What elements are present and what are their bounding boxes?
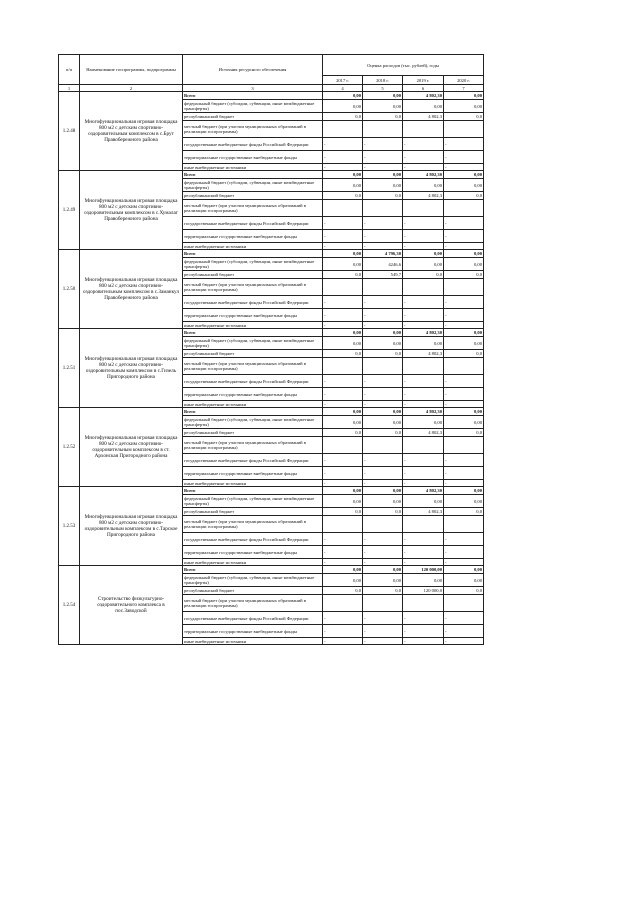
table-row [59, 566, 484, 574]
source-label: республиканский бюджет [183, 192, 323, 200]
value-cell: 0,00 [363, 487, 403, 495]
value-cell: 0,00 [403, 100, 444, 113]
source-label: республиканский бюджет [183, 350, 323, 358]
value-cell: - [323, 454, 363, 467]
value-cell: 0,00 [323, 566, 363, 574]
value-cell: - [444, 243, 484, 250]
item-number: 1.2.48 [59, 92, 80, 171]
value-cell [323, 279, 363, 296]
value-cell: - [323, 296, 363, 309]
source-label: местный бюджет (при участии муниципальных образований в реализации госпрограммы) [183, 595, 323, 612]
source-label: Всего [183, 566, 323, 574]
value-cell: - [323, 559, 363, 566]
value-cell: - [444, 559, 484, 566]
value-cell: 0,00 [444, 179, 484, 192]
value-cell [403, 279, 444, 296]
value-cell [363, 595, 403, 612]
value-cell [444, 200, 484, 217]
header-index: 7 [444, 85, 484, 92]
header-index: 6 [403, 85, 444, 92]
source-label: территориальные государственные внебюджетные фонды [183, 151, 323, 164]
value-cell: - [403, 151, 444, 164]
value-cell: 0,00 [323, 179, 363, 192]
value-cell: 0,00 [403, 250, 444, 258]
value-cell: 0,00 [363, 329, 403, 337]
value-cell: - [403, 309, 444, 322]
value-cell: - [363, 533, 403, 546]
value-cell: - [363, 638, 403, 645]
value-cell: - [403, 480, 444, 487]
value-cell: 120 000,00 [403, 566, 444, 574]
budget-table [58, 54, 484, 645]
item-number: 1.2.54 [59, 566, 80, 645]
source-label: государственные внебюджетные фонды Российской Федерации [183, 533, 323, 546]
document-page [58, 54, 483, 645]
value-cell: - [403, 375, 444, 388]
header-num: п/п [59, 55, 80, 85]
value-cell: 0,00 [363, 416, 403, 429]
value-cell: 0,0 [363, 350, 403, 358]
value-cell: - [363, 243, 403, 250]
value-cell: 0,0 [444, 113, 484, 121]
source-label: территориальные государственные внебюджетные фонды [183, 388, 323, 401]
table-row [59, 487, 484, 495]
value-cell [403, 358, 444, 375]
value-cell: 0,0 [444, 587, 484, 595]
value-cell: 4 796,30 [363, 250, 403, 258]
value-cell: 0,00 [363, 100, 403, 113]
value-cell: - [444, 296, 484, 309]
source-label: государственные внебюджетные фонды Российской Федерации [183, 296, 323, 309]
value-cell: 4 802,3 [403, 113, 444, 121]
value-cell: - [323, 322, 363, 329]
value-cell: 0,0 [444, 271, 484, 279]
value-cell: - [403, 467, 444, 480]
value-cell: 0,0 [444, 350, 484, 358]
table-row [59, 92, 484, 100]
source-label: государственные внебюджетные фонды Российской Федерации [183, 375, 323, 388]
value-cell: - [403, 559, 444, 566]
source-label: Всего [183, 329, 323, 337]
table-row [59, 250, 484, 258]
header-source: Источник ресурсного обеспечения [183, 55, 323, 85]
value-cell: - [363, 625, 403, 638]
value-cell: - [403, 230, 444, 243]
value-cell [323, 595, 363, 612]
value-cell: - [323, 533, 363, 546]
value-cell: - [403, 296, 444, 309]
value-cell: 0,0 [323, 192, 363, 200]
source-label: федеральный бюджет (субсидии, субвенции, иные межбюджетные трансферты) [183, 258, 323, 271]
item-number: 1.2.52 [59, 408, 80, 487]
value-cell [323, 121, 363, 138]
value-cell: 0,00 [323, 100, 363, 113]
value-cell: - [444, 388, 484, 401]
source-label: государственные внебюджетные фонды Российской Федерации [183, 217, 323, 230]
value-cell: 0,0 [363, 113, 403, 121]
source-label: государственные внебюджетные фонды Российской Федерации [183, 454, 323, 467]
value-cell: 0,00 [363, 566, 403, 574]
value-cell: - [323, 243, 363, 250]
value-cell: 0,00 [323, 329, 363, 337]
value-cell [444, 437, 484, 454]
source-label: федеральный бюджет (субсидии, субвенции, иные межбюджетные трансферты) [183, 574, 323, 587]
source-label: федеральный бюджет (субсидии, субвенции, иные межбюджетные трансферты) [183, 100, 323, 113]
value-cell: - [403, 243, 444, 250]
table-row [59, 171, 484, 179]
value-cell [403, 516, 444, 533]
source-label: Всего [183, 171, 323, 179]
source-label: республиканский бюджет [183, 429, 323, 437]
value-cell: - [323, 612, 363, 625]
value-cell: - [403, 625, 444, 638]
value-cell: 4 802,3 [403, 350, 444, 358]
value-cell: - [444, 454, 484, 467]
value-cell [363, 516, 403, 533]
value-cell: 0,0 [323, 508, 363, 516]
header-estimate: Оценка расходов (тыс. рублей), годы [323, 55, 484, 76]
item-name: Строительство физкультурно-оздоровительного комплекса в пос.Заводской [80, 566, 183, 645]
source-label: Всего [183, 408, 323, 416]
value-cell: 0,00 [363, 179, 403, 192]
source-label: местный бюджет (при участии муниципальных образований в реализации госпрограммы) [183, 121, 323, 138]
value-cell: - [323, 638, 363, 645]
value-cell: - [444, 309, 484, 322]
value-cell: - [363, 375, 403, 388]
header-index: 4 [323, 85, 363, 92]
value-cell: 0,00 [363, 171, 403, 179]
source-label: республиканский бюджет [183, 508, 323, 516]
header-name: Наименование госпрограммы, подпрограммы [80, 55, 183, 85]
value-cell: 0,00 [403, 258, 444, 271]
value-cell: - [403, 138, 444, 151]
source-label: территориальные государственные внебюджетные фонды [183, 230, 323, 243]
source-label: федеральный бюджет (субсидии, субвенции, иные межбюджетные трансферты) [183, 179, 323, 192]
value-cell [444, 595, 484, 612]
source-label: местный бюджет (при участии муниципальных образований в реализации госпрограммы) [183, 279, 323, 296]
value-cell: 0,00 [363, 574, 403, 587]
item-number: 1.2.50 [59, 250, 80, 329]
value-cell: 0,0 [444, 508, 484, 516]
source-label: иные внебюджетные источники [183, 480, 323, 487]
value-cell: 0,00 [444, 250, 484, 258]
value-cell: 0,00 [444, 171, 484, 179]
value-cell: 0,00 [323, 171, 363, 179]
item-name: Многофункциональная игровая площадка 800 м2 с детским спортивно-оздоровительным комплексом в с.Брут Правобережного района [80, 92, 183, 171]
value-cell: 4 802,3 [403, 192, 444, 200]
source-label: Всего [183, 92, 323, 100]
value-cell: - [363, 217, 403, 230]
value-cell [363, 121, 403, 138]
item-number: 1.2.51 [59, 329, 80, 408]
value-cell: - [403, 546, 444, 559]
value-cell: - [363, 546, 403, 559]
value-cell: 0,00 [444, 92, 484, 100]
source-label: Всего [183, 487, 323, 495]
value-cell [444, 358, 484, 375]
value-cell: - [363, 401, 403, 408]
value-cell: 0,00 [444, 337, 484, 350]
value-cell: - [323, 138, 363, 151]
value-cell: - [444, 612, 484, 625]
value-cell: - [444, 401, 484, 408]
value-cell [403, 121, 444, 138]
value-cell: 0,0 [323, 350, 363, 358]
value-cell: 0,0 [363, 192, 403, 200]
value-cell [323, 437, 363, 454]
value-cell: 0,0 [323, 587, 363, 595]
value-cell [403, 437, 444, 454]
value-cell: 0,00 [444, 100, 484, 113]
value-cell [363, 200, 403, 217]
value-cell: - [444, 375, 484, 388]
value-cell: 0,00 [403, 416, 444, 429]
source-label: местный бюджет (при участии муниципальных образований в реализации госпрограммы) [183, 437, 323, 454]
source-label: федеральный бюджет (субсидии, субвенции, иные межбюджетные трансферты) [183, 495, 323, 508]
value-cell: 0,00 [444, 487, 484, 495]
value-cell [403, 200, 444, 217]
value-cell: - [403, 638, 444, 645]
value-cell: 0,00 [363, 337, 403, 350]
value-cell: - [403, 388, 444, 401]
value-cell: - [444, 467, 484, 480]
header-index: 2 [80, 85, 183, 92]
value-cell: 0,00 [323, 487, 363, 495]
value-cell: 0,00 [323, 495, 363, 508]
value-cell: - [403, 217, 444, 230]
value-cell: 0,00 [323, 250, 363, 258]
source-label: иные внебюджетные источники [183, 322, 323, 329]
source-label: иные внебюджетные источники [183, 401, 323, 408]
source-label: местный бюджет (при участии муниципальных образований в реализации госпрограммы) [183, 358, 323, 375]
value-cell: - [363, 480, 403, 487]
value-cell: - [444, 625, 484, 638]
header-index: 3 [183, 85, 323, 92]
source-label: республиканский бюджет [183, 113, 323, 121]
value-cell: - [323, 230, 363, 243]
value-cell [444, 516, 484, 533]
value-cell: 0,00 [363, 408, 403, 416]
value-cell: 0,00 [444, 329, 484, 337]
value-cell: 0,00 [444, 416, 484, 429]
value-cell [403, 595, 444, 612]
value-cell: 4 802,30 [403, 171, 444, 179]
value-cell: 0,0 [323, 113, 363, 121]
source-label: иные внебюджетные источники [183, 164, 323, 171]
value-cell [323, 358, 363, 375]
value-cell: 0,00 [323, 92, 363, 100]
value-cell: - [363, 296, 403, 309]
item-number: 1.2.49 [59, 171, 80, 250]
value-cell: - [363, 230, 403, 243]
value-cell: - [323, 388, 363, 401]
header-year: 2020 г. [444, 76, 484, 85]
value-cell: - [444, 138, 484, 151]
value-cell: - [363, 388, 403, 401]
value-cell: 0,00 [323, 408, 363, 416]
value-cell: - [323, 309, 363, 322]
source-label: иные внебюджетные источники [183, 243, 323, 250]
value-cell: 0,0 [323, 271, 363, 279]
value-cell: - [444, 151, 484, 164]
value-cell: - [403, 533, 444, 546]
value-cell: 0,0 [403, 271, 444, 279]
value-cell [363, 437, 403, 454]
value-cell: 0,00 [444, 408, 484, 416]
value-cell: 0,00 [323, 574, 363, 587]
value-cell: - [323, 546, 363, 559]
source-label: иные внебюджетные источники [183, 559, 323, 566]
value-cell: 0,00 [323, 416, 363, 429]
value-cell: 549,7 [363, 271, 403, 279]
value-cell: - [444, 217, 484, 230]
value-cell: - [403, 454, 444, 467]
source-label: федеральный бюджет (субсидии, субвенции, иные межбюджетные трансферты) [183, 337, 323, 350]
item-name: Многофункциональная игровая площадка 800 м2 с детским спортивно-оздоровительным комплексом в с.Тарское Пригородного района [80, 487, 183, 566]
value-cell: 0,0 [363, 587, 403, 595]
source-label: иные внебюджетные источники [183, 638, 323, 645]
value-cell [323, 200, 363, 217]
header-year: 2018 г. [363, 76, 403, 85]
source-label: федеральный бюджет (субсидии, субвенции, иные межбюджетные трансферты) [183, 416, 323, 429]
item-name: Многофункциональная игровая площадка 800 м2 с детским спортивно-оздоровительным комплексом в с.Хумалаг Правобережного района [80, 171, 183, 250]
value-cell: 0,0 [363, 429, 403, 437]
value-cell: - [403, 322, 444, 329]
source-label: территориальные государственные внебюджетные фонды [183, 467, 323, 480]
value-cell [444, 279, 484, 296]
value-cell: 0,00 [444, 495, 484, 508]
item-number: 1.2.53 [59, 487, 80, 566]
value-cell: - [323, 217, 363, 230]
value-cell: - [363, 138, 403, 151]
value-cell: 0,00 [323, 337, 363, 350]
value-cell: 0,00 [403, 495, 444, 508]
value-cell: - [363, 612, 403, 625]
value-cell: 0,0 [444, 429, 484, 437]
table-row [59, 329, 484, 337]
value-cell: - [403, 612, 444, 625]
value-cell: - [323, 480, 363, 487]
value-cell: 4 802,30 [403, 408, 444, 416]
value-cell: 120 000,0 [403, 587, 444, 595]
value-cell: 4246,6 [363, 258, 403, 271]
source-label: местный бюджет (при участии муниципальных образований в реализации госпрограммы) [183, 200, 323, 217]
header-year: 2017 г. [323, 76, 363, 85]
table-row [59, 408, 484, 416]
value-cell: 0,00 [403, 337, 444, 350]
value-cell [323, 516, 363, 533]
value-cell: - [444, 322, 484, 329]
value-cell: 4 802,3 [403, 508, 444, 516]
value-cell: - [363, 151, 403, 164]
table-body [59, 92, 484, 645]
value-cell: - [403, 401, 444, 408]
value-cell: - [444, 164, 484, 171]
value-cell: - [444, 546, 484, 559]
value-cell: - [323, 401, 363, 408]
source-label: местный бюджет (при участии муниципальных образований в реализации госпрограммы) [183, 516, 323, 533]
value-cell: 0,00 [363, 495, 403, 508]
value-cell [363, 279, 403, 296]
value-cell: 0,00 [363, 92, 403, 100]
value-cell: - [363, 559, 403, 566]
value-cell: - [363, 322, 403, 329]
value-cell: 0,00 [444, 574, 484, 587]
value-cell: - [363, 309, 403, 322]
value-cell: - [403, 164, 444, 171]
source-label: республиканский бюджет [183, 271, 323, 279]
value-cell: 4 802,30 [403, 329, 444, 337]
value-cell: 0,00 [444, 258, 484, 271]
value-cell: 0,00 [403, 574, 444, 587]
value-cell: 0,0 [444, 192, 484, 200]
value-cell: - [444, 480, 484, 487]
value-cell: 4 802,30 [403, 487, 444, 495]
source-label: республиканский бюджет [183, 587, 323, 595]
source-label: Всего [183, 250, 323, 258]
value-cell [363, 358, 403, 375]
value-cell: 0,00 [323, 258, 363, 271]
value-cell: 4 802,30 [403, 92, 444, 100]
header-index: 1 [59, 85, 80, 92]
value-cell: 0,0 [323, 429, 363, 437]
value-cell: 0,0 [363, 508, 403, 516]
item-name: Многофункциональная игровая площадка 800 м2 с детским спортивно-оздоровительным комплексом в ст. Архонская Пригородного района [80, 408, 183, 487]
header-index: 5 [363, 85, 403, 92]
source-label: государственные внебюджетные фонды Российской Федерации [183, 138, 323, 151]
header-year: 2019 г. [403, 76, 444, 85]
value-cell: - [444, 533, 484, 546]
value-cell: - [444, 638, 484, 645]
value-cell [444, 121, 484, 138]
value-cell: - [363, 454, 403, 467]
value-cell: - [323, 467, 363, 480]
source-label: государственные внебюджетные фонды Российской Федерации [183, 612, 323, 625]
value-cell: - [363, 467, 403, 480]
value-cell: - [323, 375, 363, 388]
value-cell: 0,00 [403, 179, 444, 192]
source-label: территориальные государственные внебюджетные фонды [183, 625, 323, 638]
source-label: территориальные государственные внебюджетные фонды [183, 309, 323, 322]
value-cell: 0,00 [444, 566, 484, 574]
value-cell: 4 802,3 [403, 429, 444, 437]
value-cell: - [323, 151, 363, 164]
value-cell: - [444, 230, 484, 243]
source-label: территориальные государственные внебюджетные фонды [183, 546, 323, 559]
value-cell: - [363, 164, 403, 171]
item-name: Многофункциональная игровая площадка 800 м2 с детским спортивно-оздоровительным комплексом в с.Заманкул Правобережного района [80, 250, 183, 329]
value-cell: - [323, 164, 363, 171]
value-cell: - [323, 625, 363, 638]
item-name: Многофункциональная игровая площадка 800 м2 с детским спортивно-оздоровительным комплексом в с.Гизель Пригородного района [80, 329, 183, 408]
